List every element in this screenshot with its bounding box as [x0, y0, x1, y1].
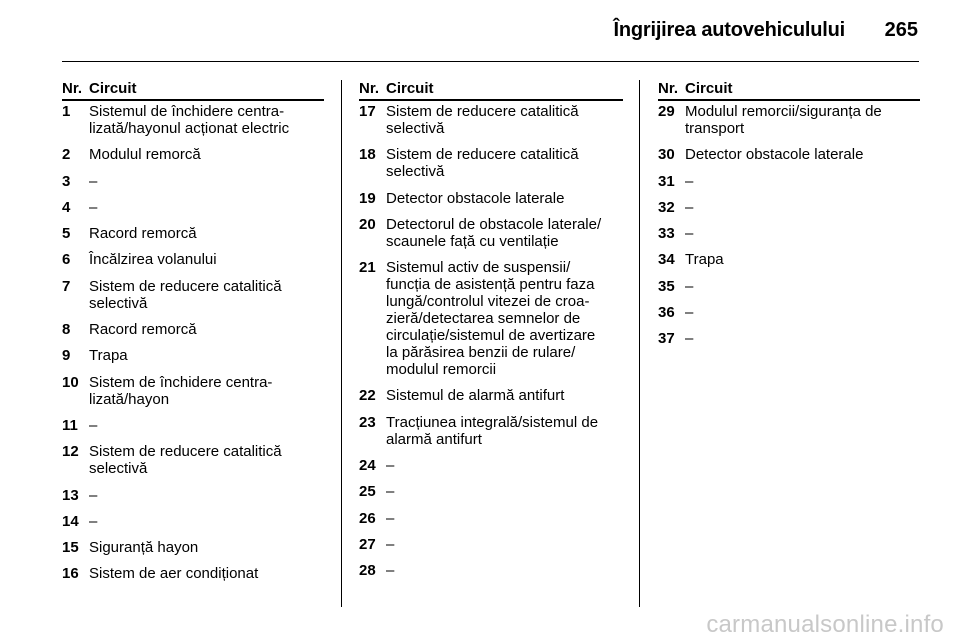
circuit-description: Sistemul de alarmă antifurt	[386, 387, 565, 405]
circuit-description: Detectorul de obstacole laterale/ scaunele față cu ventilație	[386, 215, 602, 250]
circuit-description: –	[89, 416, 98, 434]
header-circuit: Circuit	[685, 80, 733, 97]
fuse-number: 3	[62, 172, 71, 190]
circuit-description: Modulul remorcii/siguranța de transport	[685, 103, 882, 137]
circuit-description: Tracțiunea integrală/sistemul de alarmă antifurt	[386, 413, 599, 448]
table-row	[359, 562, 623, 579]
table-row	[359, 510, 623, 527]
table-row	[62, 347, 324, 364]
circuit-description: –	[685, 330, 694, 348]
table-row	[658, 330, 920, 347]
circuit-description: –	[685, 304, 694, 322]
column-divider	[341, 80, 342, 607]
circuit-description: –	[685, 172, 694, 190]
circuit-description: Trapa	[89, 347, 128, 365]
fuse-number: 16	[62, 565, 79, 583]
circuit-description: Sistem de închidere centra- lizată/hayon	[89, 373, 273, 408]
fuse-number: 2	[62, 146, 71, 164]
fuse-number: 26	[359, 509, 376, 527]
fuse-number: 23	[359, 413, 376, 431]
table-row	[359, 536, 623, 553]
table-row	[658, 278, 920, 295]
fuse-number: 36	[658, 304, 675, 322]
fuse-number: 15	[62, 539, 79, 557]
fuse-number: 11	[62, 416, 78, 434]
fuse-number: 33	[658, 225, 675, 243]
circuit-description: –	[685, 225, 694, 243]
circuit-description: Sistemul de închidere centra- lizată/hayonul acționat electric	[89, 103, 290, 137]
fuse-number: 5	[62, 225, 71, 243]
fuse-number: 4	[62, 198, 71, 216]
table-row	[658, 304, 920, 321]
fuse-number: 28	[359, 562, 376, 580]
fuse-number: 8	[62, 321, 71, 339]
circuit-description: Sistem de reducere catalitică selectivă	[89, 277, 282, 312]
circuit-description: Detector obstacole laterale	[685, 146, 864, 164]
circuit-description: –	[685, 277, 694, 295]
watermark: carmanualsonline.info	[706, 611, 944, 638]
table-row	[359, 259, 623, 378]
header-circuit: Circuit	[386, 80, 434, 97]
fuse-number: 35	[658, 277, 675, 295]
fuse-number: 27	[359, 535, 376, 553]
fuse-number: 14	[62, 512, 79, 530]
table-row	[658, 103, 920, 137]
table-row	[62, 199, 324, 216]
table-row	[658, 251, 920, 268]
fuse-number: 37	[658, 330, 675, 348]
fuse-number: 21	[359, 259, 376, 277]
fuse-number: 29	[658, 103, 675, 120]
header-nr: Nr.	[62, 80, 83, 97]
header-circuit: Circuit	[89, 80, 137, 97]
page-title: Îngrijirea autovehiculului	[613, 19, 845, 41]
table-row	[658, 146, 920, 163]
table-row	[359, 457, 623, 474]
circuit-description: Sistem de reducere catalitică selectivă	[386, 103, 579, 137]
circuit-description: –	[386, 457, 395, 475]
fuse-number: 1	[62, 103, 71, 120]
table-row	[62, 146, 324, 163]
table-row	[658, 225, 920, 242]
circuit-description: –	[386, 509, 395, 527]
circuit-description: –	[386, 535, 395, 553]
table-header	[62, 80, 324, 101]
fuse-number: 9	[62, 347, 71, 365]
header-nr: Nr.	[359, 80, 380, 97]
circuit-description: Modulul remorcă	[89, 146, 201, 164]
fuse-number: 30	[658, 146, 675, 164]
circuit-description: Sistem de aer condiționat	[89, 565, 259, 583]
table-row	[359, 146, 623, 180]
circuit-description: –	[685, 198, 694, 216]
table-row	[62, 321, 324, 338]
table-row	[359, 103, 623, 137]
fuse-number: 19	[359, 189, 376, 207]
page-number: 265	[884, 19, 918, 41]
table-row	[62, 103, 324, 137]
table-row	[62, 513, 324, 530]
circuit-description: Siguranță hayon	[89, 539, 199, 557]
fuse-number: 12	[62, 443, 79, 461]
circuit-description: –	[386, 562, 395, 580]
circuit-description: –	[89, 198, 98, 216]
fuse-number: 32	[658, 198, 675, 216]
table-row	[62, 539, 324, 556]
fuse-table-column-2	[359, 80, 623, 589]
fuse-number: 34	[658, 251, 675, 269]
fuse-number: 31	[658, 172, 675, 190]
fuse-number: 20	[359, 215, 376, 233]
table-row	[359, 387, 623, 404]
table-header	[359, 80, 623, 101]
circuit-description: Încălzirea volanului	[89, 251, 217, 269]
fuse-table-column-3	[658, 80, 920, 357]
page-header	[0, 0, 960, 62]
circuit-description: Detector obstacole laterale	[386, 189, 565, 207]
table-row	[359, 414, 623, 448]
table-row	[359, 483, 623, 500]
table-row	[359, 190, 623, 207]
circuit-description: Racord remorcă	[89, 321, 197, 339]
fuse-number: 13	[62, 486, 79, 504]
fuse-number: 6	[62, 251, 71, 269]
circuit-description: –	[89, 512, 98, 530]
table-header	[658, 80, 920, 101]
header-nr: Nr.	[658, 80, 679, 97]
table-row	[62, 225, 324, 242]
table-row	[62, 417, 324, 434]
circuit-description: Trapa	[685, 251, 724, 269]
fuse-number: 17	[359, 103, 376, 120]
table-row	[62, 565, 324, 582]
circuit-description: –	[89, 486, 98, 504]
circuit-description: –	[89, 172, 98, 190]
table-row	[62, 251, 324, 268]
circuit-description: Racord remorcă	[89, 225, 197, 243]
circuit-description: Sistem de reducere catalitică selectivă	[89, 443, 282, 478]
header-divider	[62, 61, 919, 62]
table-row	[658, 199, 920, 216]
table-row	[62, 374, 324, 408]
fuse-table-column-1	[62, 80, 324, 592]
column-divider	[639, 80, 640, 607]
circuit-description: Sistemul activ de suspensii/ funcția de asistență pentru faza lungă/controlul vitezei de croa- zieră/detectarea semnelor de circulație/sistemul de avertizare la părăsirea benzii de rulare/ modulul remorcii	[386, 259, 596, 379]
fuse-number: 10	[62, 373, 79, 391]
table-row	[62, 443, 324, 477]
circuit-description: Sistem de reducere catalitică selectivă	[386, 146, 579, 181]
fuse-number: 18	[359, 146, 376, 164]
table-row	[658, 173, 920, 190]
fuse-number: 25	[359, 483, 376, 501]
table-row	[62, 278, 324, 312]
fuse-number: 24	[359, 457, 376, 475]
table-row	[359, 216, 623, 250]
circuit-description: –	[386, 483, 395, 501]
table-row	[62, 173, 324, 190]
fuse-number: 22	[359, 387, 376, 405]
table-row	[62, 487, 324, 504]
fuse-number: 7	[62, 277, 71, 295]
